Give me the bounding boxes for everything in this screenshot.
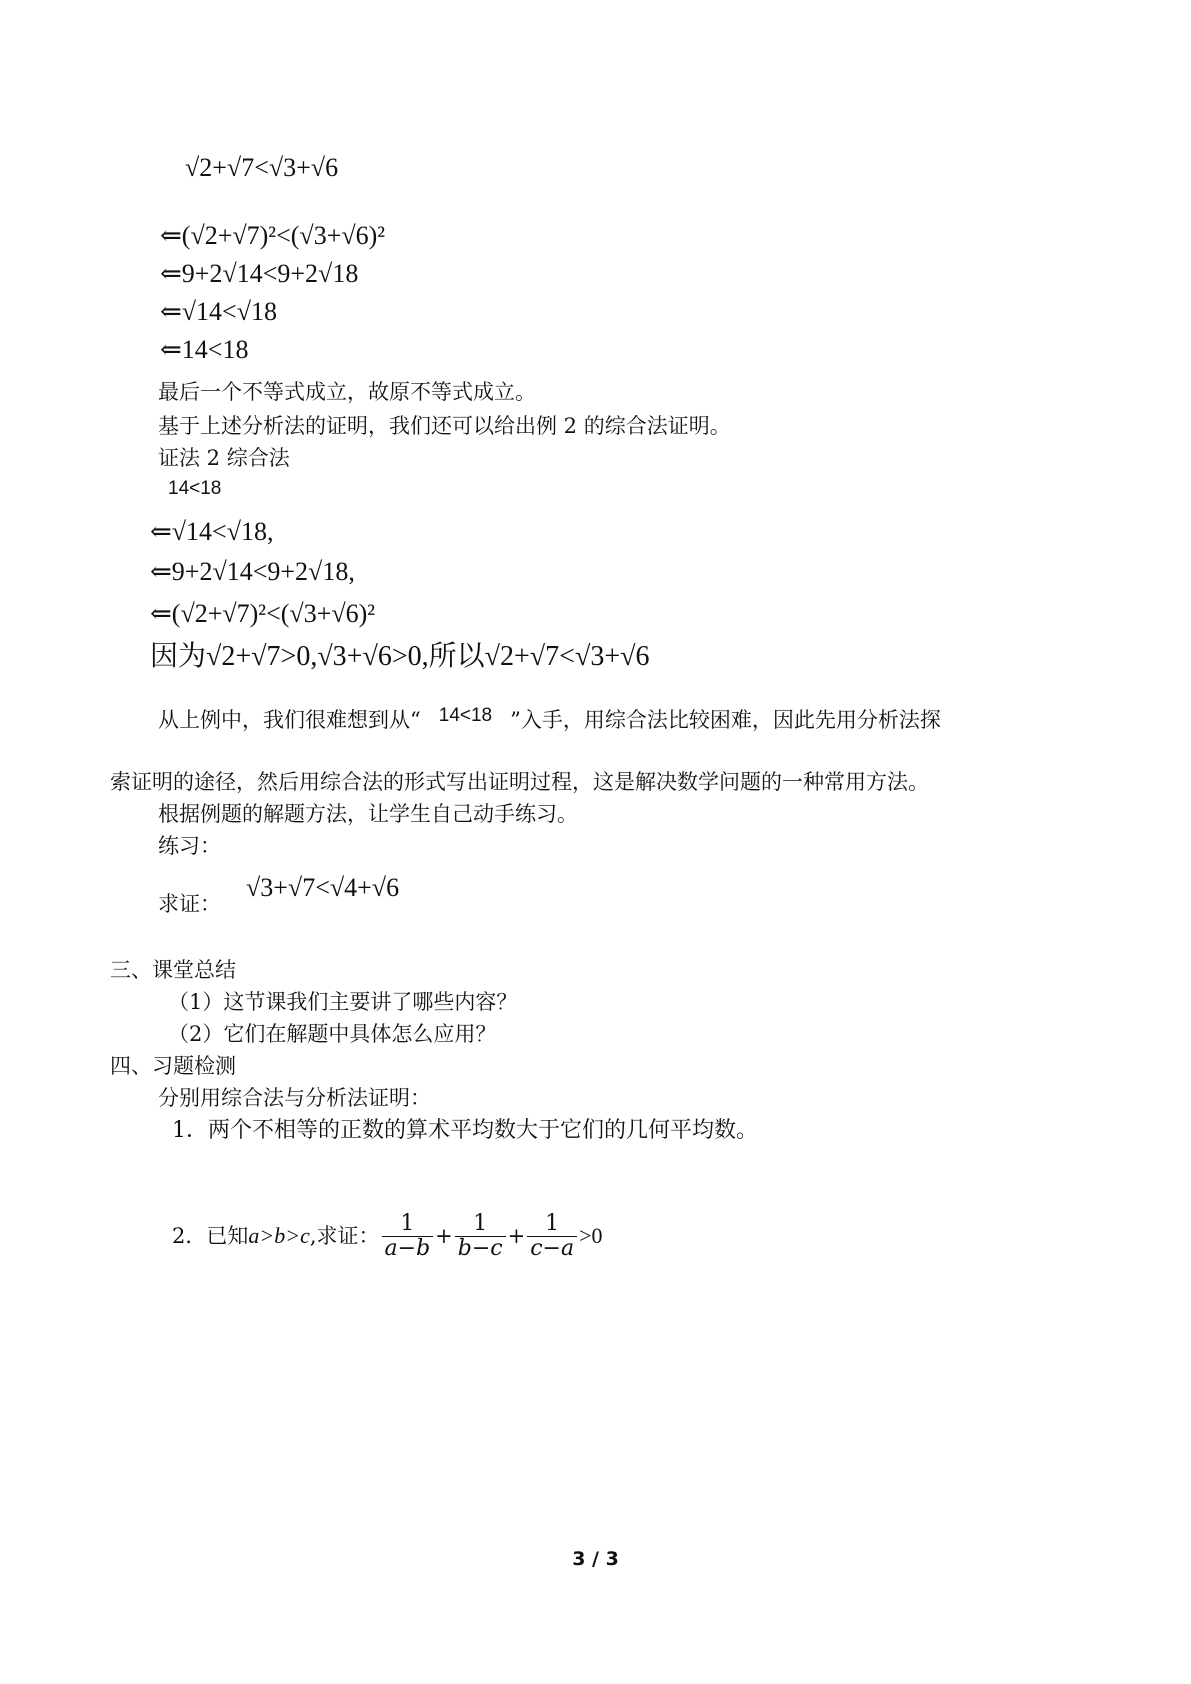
synthesis-step-4: 因为√2+√7>0,√3+√6>0,所以√2+√7<√3+√6: [150, 641, 650, 672]
fraction-2-denominator: b−c: [455, 1236, 506, 1261]
analysis-step-5: ⇐14<18: [160, 335, 249, 364]
check-item-2-condition: a>b>c: [248, 1223, 310, 1249]
fraction-2-numerator: 1: [473, 1211, 488, 1236]
check-item-1: 1．两个不相等的正数的算术平均数大于它们的几何平均数。: [172, 1118, 758, 1143]
fraction-1: [382, 1212, 434, 1261]
conclusion-text: 最后一个不等式成立，故原不等式成立。: [158, 380, 536, 404]
analysis-step-1: √2+√7<√3+√6: [185, 153, 339, 182]
exercise-formula: √3+√7<√4+√6: [246, 873, 400, 902]
analysis-step-3: ⇐9+2√14<9+2√18: [160, 259, 359, 288]
analysis-step-4: ⇐√14<√18: [160, 297, 277, 326]
check-item-2-mid: ,求证：: [309, 1224, 380, 1249]
page-number: 3 / 3: [572, 1548, 619, 1570]
plus-sign-2: +: [507, 1224, 526, 1249]
check-intro: 分别用综合法与分析法证明：: [158, 1086, 431, 1110]
greater-than-zero: >0: [579, 1223, 603, 1249]
exercise-prove-label: 求证：: [158, 892, 221, 916]
summary-heading: 三、课堂总结: [110, 958, 236, 982]
plus-sign-1: +: [435, 1224, 453, 1249]
check-item-2: [172, 1212, 603, 1261]
exercise-label: 练习：: [158, 834, 221, 858]
fraction-3: [527, 1212, 577, 1261]
synthesis-start: 14<18: [168, 478, 222, 499]
synthesis-step-1: ⇐√14<√18,: [150, 517, 274, 546]
paragraph-line-3: 根据例题的解题方法，让学生自己动手练习。: [158, 802, 578, 826]
synthesis-intro-text: 基于上述分析法的证明，我们还可以给出例 2 的综合法证明。: [158, 414, 731, 438]
check-heading: 四、习题检测: [110, 1054, 236, 1078]
check-item-2-prefix: 2．已知: [172, 1224, 249, 1249]
paragraph-line-1-before: 从上例中，我们很难想到从“: [158, 708, 421, 732]
paragraph-line-2: 索证明的途径，然后用综合法的形式写出证明过程，这是解决数学问题的一种常用方法。: [110, 770, 929, 794]
fraction-3-numerator: 1: [545, 1211, 560, 1236]
synthesis-step-3: ⇐(√2+√7)²<(√3+√6)²: [150, 599, 376, 628]
paragraph-line-1: [158, 705, 941, 734]
fraction-1-numerator: 1: [400, 1211, 415, 1236]
synthesis-step-2: ⇐9+2√14<9+2√18,: [150, 557, 355, 586]
paragraph-quote: 14<18: [438, 705, 493, 726]
paragraph-line-1-after: ”入手，用综合法比较困难，因此先用分析法探: [510, 708, 941, 732]
analysis-step-2: ⇐(√2+√7)²<(√3+√6)²: [160, 221, 386, 250]
fraction-2: [455, 1212, 506, 1261]
fraction-1-denominator: a−b: [382, 1236, 434, 1261]
summary-question-1: （1）这节课我们主要讲了哪些内容？: [168, 990, 518, 1014]
method2-title: 证法 2 综合法: [158, 446, 290, 470]
summary-question-2: （2）它们在解题中具体怎么应用？: [168, 1022, 497, 1046]
fraction-3-denominator: c−a: [527, 1236, 577, 1261]
